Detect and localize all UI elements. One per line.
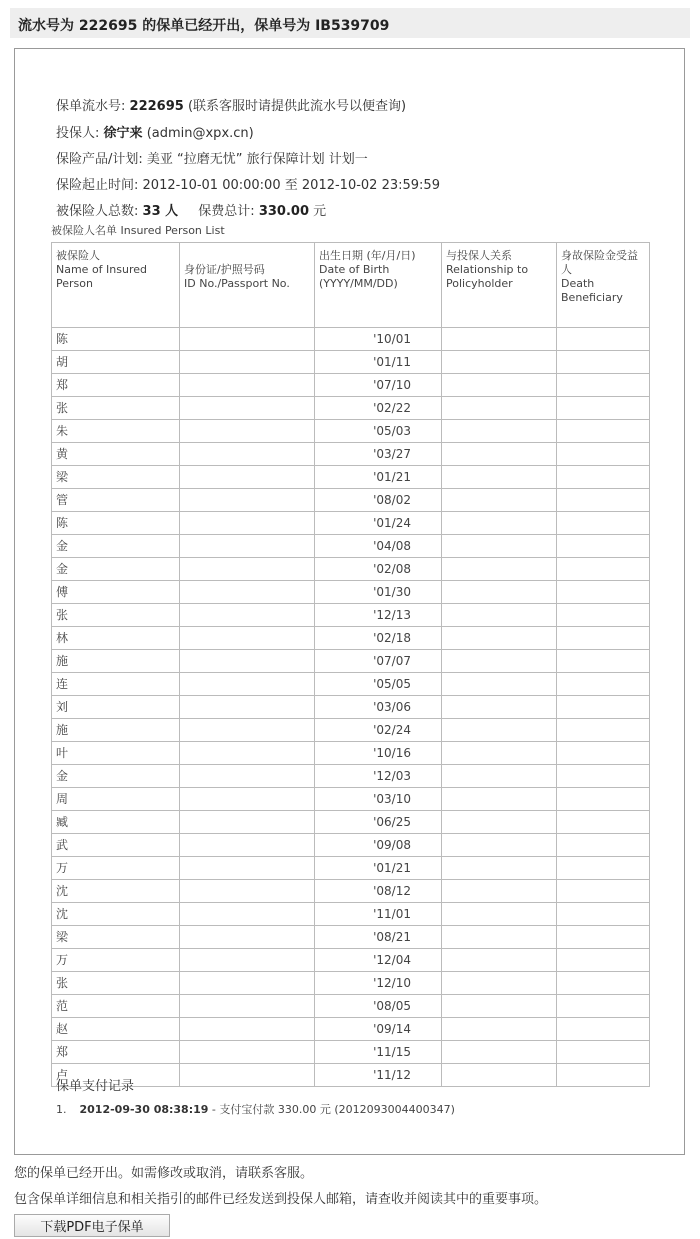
cell-relationship bbox=[442, 604, 557, 627]
premium-label: 保费总计: bbox=[198, 204, 255, 219]
cell-beneficiary bbox=[557, 673, 650, 696]
cell-beneficiary bbox=[557, 397, 650, 420]
cell-name: 黄 bbox=[52, 443, 180, 466]
cell-id bbox=[180, 673, 315, 696]
cell-id bbox=[180, 834, 315, 857]
cell-beneficiary bbox=[557, 880, 650, 903]
cell-name: 陈 bbox=[52, 328, 180, 351]
cell-beneficiary bbox=[557, 328, 650, 351]
cell-name: 郑 bbox=[52, 1041, 180, 1064]
insured-list-caption: 被保险人名单 Insured Person List bbox=[51, 224, 225, 237]
table-header-row bbox=[52, 243, 650, 328]
cell-id bbox=[180, 742, 315, 765]
cell-id bbox=[180, 535, 315, 558]
table-row bbox=[52, 581, 650, 604]
cell-id bbox=[180, 903, 315, 926]
cell-dob: '01/21 bbox=[315, 857, 442, 880]
cell-id bbox=[180, 466, 315, 489]
holder-name: 徐宁来 bbox=[103, 126, 143, 141]
cell-id bbox=[180, 374, 315, 397]
cell-dob: '12/10 bbox=[315, 972, 442, 995]
cell-beneficiary bbox=[557, 581, 650, 604]
table-row bbox=[52, 604, 650, 627]
cell-dob: '02/22 bbox=[315, 397, 442, 420]
cell-name: 赵 bbox=[52, 1018, 180, 1041]
cell-relationship bbox=[442, 742, 557, 765]
cell-beneficiary bbox=[557, 535, 650, 558]
table-row bbox=[52, 903, 650, 926]
table-row bbox=[52, 1018, 650, 1041]
cell-dob: '01/21 bbox=[315, 466, 442, 489]
cell-dob: '08/05 bbox=[315, 995, 442, 1018]
cell-dob: '11/15 bbox=[315, 1041, 442, 1064]
cell-relationship bbox=[442, 788, 557, 811]
cell-name: 陈 bbox=[52, 512, 180, 535]
issued-notice: 您的保单已经开出。如需修改或取消，请联系客服。 bbox=[14, 1166, 314, 1181]
cell-dob: '08/12 bbox=[315, 880, 442, 903]
payment-item bbox=[56, 1101, 455, 1117]
table-row bbox=[52, 443, 650, 466]
payment-title: 保单支付记录 bbox=[56, 1079, 135, 1094]
cell-beneficiary bbox=[557, 420, 650, 443]
product-label: 保险产品/计划: bbox=[56, 152, 143, 167]
table-row bbox=[52, 719, 650, 742]
table-row bbox=[52, 949, 650, 972]
cell-name: 胡 bbox=[52, 351, 180, 374]
col-header-dob: 出生日期 (年/月/日) Date of Birth (YYYY/MM/DD) bbox=[315, 243, 442, 328]
cell-relationship bbox=[442, 489, 557, 512]
cell-id bbox=[180, 788, 315, 811]
cell-name: 管 bbox=[52, 489, 180, 512]
cell-relationship bbox=[442, 397, 557, 420]
cell-dob: '03/06 bbox=[315, 696, 442, 719]
table-row bbox=[52, 328, 650, 351]
cell-id bbox=[180, 397, 315, 420]
cell-relationship bbox=[442, 903, 557, 926]
cell-relationship bbox=[442, 351, 557, 374]
cell-id bbox=[180, 558, 315, 581]
cell-dob: '03/10 bbox=[315, 788, 442, 811]
cell-beneficiary bbox=[557, 512, 650, 535]
cell-beneficiary bbox=[557, 374, 650, 397]
table-row bbox=[52, 650, 650, 673]
cell-dob: '11/01 bbox=[315, 903, 442, 926]
cell-id bbox=[180, 581, 315, 604]
cell-relationship bbox=[442, 673, 557, 696]
cell-dob: '08/02 bbox=[315, 489, 442, 512]
cell-beneficiary bbox=[557, 857, 650, 880]
table-row bbox=[52, 420, 650, 443]
cell-id bbox=[180, 696, 315, 719]
cell-name: 张 bbox=[52, 972, 180, 995]
table-row bbox=[52, 1064, 650, 1087]
cell-id bbox=[180, 765, 315, 788]
holder-email: (admin@xpx.cn) bbox=[146, 126, 254, 141]
cell-beneficiary bbox=[557, 604, 650, 627]
cell-name: 朱 bbox=[52, 420, 180, 443]
cell-dob: '10/16 bbox=[315, 742, 442, 765]
insured-table-body bbox=[52, 328, 650, 1087]
cell-dob: '05/03 bbox=[315, 420, 442, 443]
cell-name: 林 bbox=[52, 627, 180, 650]
cell-name: 万 bbox=[52, 949, 180, 972]
table-row bbox=[52, 558, 650, 581]
cell-name: 叶 bbox=[52, 742, 180, 765]
cell-dob: '10/01 bbox=[315, 328, 442, 351]
cell-id bbox=[180, 719, 315, 742]
table-row bbox=[52, 1041, 650, 1064]
cell-beneficiary bbox=[557, 949, 650, 972]
cell-relationship bbox=[442, 466, 557, 489]
col-header-id: 身份证/护照号码 ID No./Passport No. bbox=[180, 243, 315, 328]
cell-dob: '05/05 bbox=[315, 673, 442, 696]
cell-relationship bbox=[442, 650, 557, 673]
cell-beneficiary bbox=[557, 1018, 650, 1041]
status-banner bbox=[10, 8, 690, 38]
cell-id bbox=[180, 650, 315, 673]
cell-relationship bbox=[442, 857, 557, 880]
table-row bbox=[52, 627, 650, 650]
cell-dob: '12/04 bbox=[315, 949, 442, 972]
cell-relationship bbox=[442, 719, 557, 742]
email-notice: 包含保单详细信息和相关指引的邮件已经发送到投保人邮箱，请查收并阅读其中的重要事项。 bbox=[14, 1192, 548, 1207]
insured-table bbox=[51, 242, 650, 1087]
cell-beneficiary bbox=[557, 696, 650, 719]
table-row bbox=[52, 696, 650, 719]
col-header-beneficiary: 身故保险金受益人 Death Beneficiary bbox=[557, 243, 650, 328]
cell-dob: '06/25 bbox=[315, 811, 442, 834]
cell-relationship bbox=[442, 581, 557, 604]
cell-beneficiary bbox=[557, 627, 650, 650]
holder-label: 投保人: bbox=[56, 126, 100, 141]
cell-dob: '09/08 bbox=[315, 834, 442, 857]
cell-beneficiary bbox=[557, 972, 650, 995]
cell-id bbox=[180, 857, 315, 880]
cell-name: 梁 bbox=[52, 466, 180, 489]
cell-beneficiary bbox=[557, 443, 650, 466]
count-label: 被保险人总数: bbox=[56, 204, 139, 219]
premium-unit: 元 bbox=[313, 204, 327, 219]
cell-dob: '11/12 bbox=[315, 1064, 442, 1087]
cell-beneficiary bbox=[557, 903, 650, 926]
payment-datetime: 2012-09-30 08:38:19 bbox=[79, 1103, 209, 1116]
cell-id bbox=[180, 420, 315, 443]
cell-relationship bbox=[442, 995, 557, 1018]
cell-beneficiary bbox=[557, 811, 650, 834]
cell-id bbox=[180, 489, 315, 512]
cell-name: 臧 bbox=[52, 811, 180, 834]
cell-beneficiary bbox=[557, 788, 650, 811]
cell-dob: '04/08 bbox=[315, 535, 442, 558]
period-end: 2012-10-02 23:59:59 bbox=[301, 178, 440, 193]
cell-relationship bbox=[442, 443, 557, 466]
cell-dob: '09/14 bbox=[315, 1018, 442, 1041]
cell-beneficiary bbox=[557, 1041, 650, 1064]
cell-id bbox=[180, 972, 315, 995]
cell-id bbox=[180, 926, 315, 949]
cell-relationship bbox=[442, 811, 557, 834]
cell-dob: '02/18 bbox=[315, 627, 442, 650]
cell-dob: '01/11 bbox=[315, 351, 442, 374]
cell-name: 梁 bbox=[52, 926, 180, 949]
table-row bbox=[52, 834, 650, 857]
cell-id bbox=[180, 328, 315, 351]
cell-relationship bbox=[442, 328, 557, 351]
cell-relationship bbox=[442, 627, 557, 650]
cell-id bbox=[180, 995, 315, 1018]
table-row bbox=[52, 880, 650, 903]
cell-dob: '07/10 bbox=[315, 374, 442, 397]
cell-id bbox=[180, 949, 315, 972]
table-row bbox=[52, 673, 650, 696]
cell-name: 卢 bbox=[52, 1064, 180, 1087]
table-row bbox=[52, 351, 650, 374]
period-to: 至 bbox=[284, 178, 298, 193]
payment-description: - 支付宝付款 330.00 元 (2012093004400347) bbox=[211, 1103, 455, 1116]
cell-relationship bbox=[442, 374, 557, 397]
table-row bbox=[52, 512, 650, 535]
cell-relationship bbox=[442, 949, 557, 972]
cell-relationship bbox=[442, 1018, 557, 1041]
cell-beneficiary bbox=[557, 650, 650, 673]
cell-relationship bbox=[442, 558, 557, 581]
col-header-relationship: 与投保人关系 Relationship to Policyholder bbox=[442, 243, 557, 328]
table-row bbox=[52, 857, 650, 880]
cell-relationship bbox=[442, 834, 557, 857]
cell-id bbox=[180, 880, 315, 903]
cell-dob: '01/24 bbox=[315, 512, 442, 535]
cell-name: 沈 bbox=[52, 880, 180, 903]
cell-name: 武 bbox=[52, 834, 180, 857]
cell-name: 傅 bbox=[52, 581, 180, 604]
cell-name: 施 bbox=[52, 650, 180, 673]
count-value: 33 人 bbox=[142, 204, 179, 219]
cell-id bbox=[180, 1018, 315, 1041]
holder-line bbox=[56, 122, 254, 141]
serial-line bbox=[56, 95, 406, 114]
cell-dob: '02/08 bbox=[315, 558, 442, 581]
cell-relationship bbox=[442, 972, 557, 995]
cell-id bbox=[180, 512, 315, 535]
period-label: 保险起止时间: bbox=[56, 178, 139, 193]
cell-dob: '01/30 bbox=[315, 581, 442, 604]
cell-id bbox=[180, 443, 315, 466]
cell-name: 金 bbox=[52, 765, 180, 788]
cell-beneficiary bbox=[557, 351, 650, 374]
cell-name: 郑 bbox=[52, 374, 180, 397]
cell-name: 万 bbox=[52, 857, 180, 880]
col-header-name: 被保险人 Name of Insured Person bbox=[52, 243, 180, 328]
cell-id bbox=[180, 1041, 315, 1064]
table-row bbox=[52, 374, 650, 397]
cell-name: 沈 bbox=[52, 903, 180, 926]
table-row bbox=[52, 926, 650, 949]
cell-dob: '12/13 bbox=[315, 604, 442, 627]
cell-name: 施 bbox=[52, 719, 180, 742]
cell-beneficiary bbox=[557, 765, 650, 788]
cell-dob: '07/07 bbox=[315, 650, 442, 673]
cell-dob: '03/27 bbox=[315, 443, 442, 466]
cell-name: 周 bbox=[52, 788, 180, 811]
table-row bbox=[52, 466, 650, 489]
cell-beneficiary bbox=[557, 719, 650, 742]
cell-id bbox=[180, 1064, 315, 1087]
serial-note: (联系客服时请提供此流水号以便查询) bbox=[187, 99, 407, 114]
cell-relationship bbox=[442, 535, 557, 558]
table-row bbox=[52, 811, 650, 834]
cell-relationship bbox=[442, 1064, 557, 1087]
payment-item-number: 1. bbox=[56, 1103, 67, 1116]
cell-beneficiary bbox=[557, 558, 650, 581]
cell-relationship bbox=[442, 880, 557, 903]
cell-relationship bbox=[442, 512, 557, 535]
status-message: 流水号为 222695 的保单已经开出，保单号为 IB539709 bbox=[18, 18, 390, 34]
table-row bbox=[52, 765, 650, 788]
table-row bbox=[52, 397, 650, 420]
cell-id bbox=[180, 627, 315, 650]
table-row bbox=[52, 489, 650, 512]
cell-beneficiary bbox=[557, 1064, 650, 1087]
cell-name: 张 bbox=[52, 397, 180, 420]
product-value: 美亚 “拉磨无忧” 旅行保障计划 计划一 bbox=[146, 152, 368, 167]
table-row bbox=[52, 788, 650, 811]
table-row bbox=[52, 535, 650, 558]
cell-beneficiary bbox=[557, 834, 650, 857]
cell-name: 金 bbox=[52, 558, 180, 581]
cell-relationship bbox=[442, 420, 557, 443]
download-pdf-button[interactable]: 下载PDF电子保单 bbox=[14, 1214, 170, 1237]
cell-id bbox=[180, 351, 315, 374]
cell-name: 刘 bbox=[52, 696, 180, 719]
cell-relationship bbox=[442, 1041, 557, 1064]
cell-dob: '08/21 bbox=[315, 926, 442, 949]
cell-name: 金 bbox=[52, 535, 180, 558]
cell-beneficiary bbox=[557, 489, 650, 512]
table-row bbox=[52, 742, 650, 765]
premium-value: 330.00 bbox=[258, 204, 309, 219]
cell-relationship bbox=[442, 696, 557, 719]
totals-line bbox=[56, 200, 326, 219]
cell-relationship bbox=[442, 926, 557, 949]
cell-beneficiary bbox=[557, 742, 650, 765]
cell-beneficiary bbox=[557, 995, 650, 1018]
cell-dob: '02/24 bbox=[315, 719, 442, 742]
table-row bbox=[52, 995, 650, 1018]
cell-relationship bbox=[442, 765, 557, 788]
cell-name: 范 bbox=[52, 995, 180, 1018]
cell-beneficiary bbox=[557, 466, 650, 489]
period-line bbox=[56, 174, 440, 193]
cell-dob: '12/03 bbox=[315, 765, 442, 788]
cell-beneficiary bbox=[557, 926, 650, 949]
serial-value: 222695 bbox=[129, 99, 184, 114]
product-line bbox=[56, 148, 368, 167]
table-row bbox=[52, 972, 650, 995]
cell-name: 连 bbox=[52, 673, 180, 696]
serial-label: 保单流水号: bbox=[56, 99, 126, 114]
cell-id bbox=[180, 604, 315, 627]
cell-id bbox=[180, 811, 315, 834]
period-start: 2012-10-01 00:00:00 bbox=[142, 178, 281, 193]
cell-name: 张 bbox=[52, 604, 180, 627]
